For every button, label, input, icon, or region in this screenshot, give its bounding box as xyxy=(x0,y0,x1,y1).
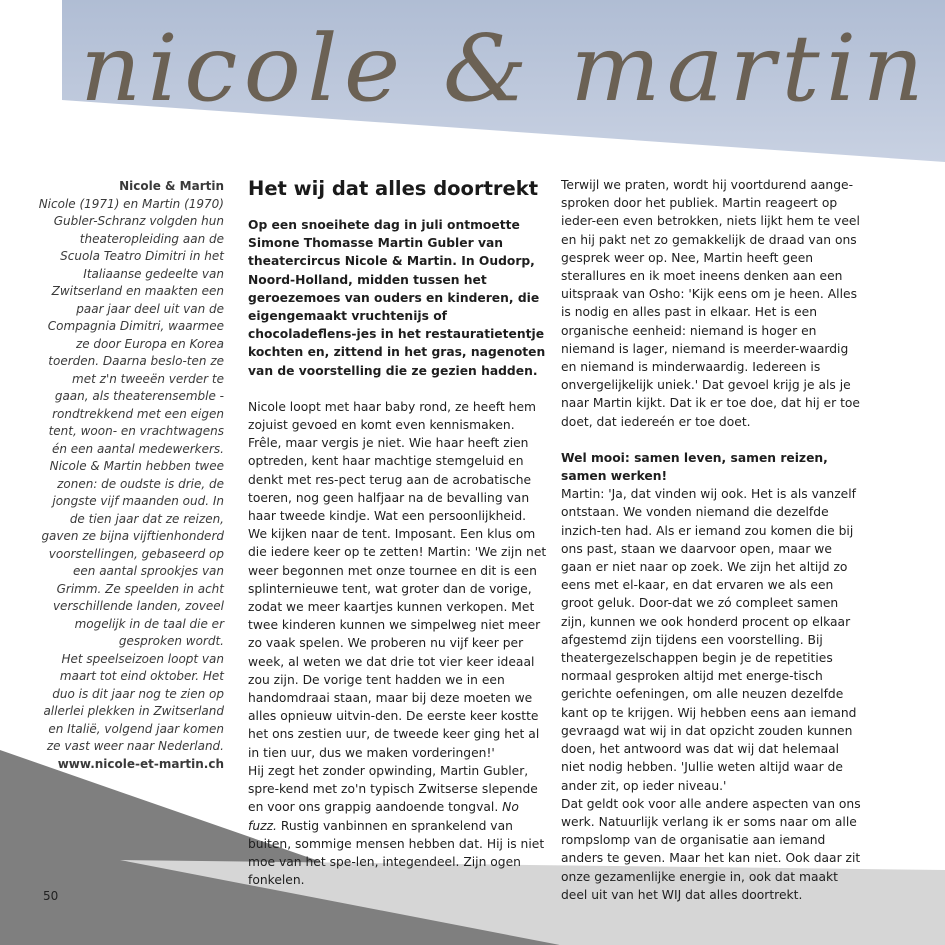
header-title-text: nicole & martin xyxy=(80,15,931,122)
sidebar-bio-text: Nicole (1971) en Martin (1970) Gubler-Schranz volgden hun theateropleiding aan de Scuola Teatro Dimitri in het Italiaanse gedeelte van Zwitserland en maakten een paar jaar deel uit van de Compagnia Dimitri, waarmee ze door Europa en Korea toerden. Daarna beslo-ten ze met z'n tweeën verder te gaan, als theaterensemble - rondtrekkend met een eigen tent, woon- en vrachtwagens én een aantal medewerkers. Nicole & Martin hebben twee zonen: de oudste is drie, de jongste vijf maanden oud. In de tien jaar dat ze reizen, gaven ze bijna vijftienhonderd voorstellingen, gebaseerd op een aantal sprookjes van Grimm. Ze speelden in acht verschillende landen, zoveel mogelijk in de taal die er gesproken wordt. xyxy=(38,196,224,648)
article-text: Rustig vanbinnen en sprankelend van buiten, sommige mensen hebben dat. Hij is niet moe van het spe-len, integendeel. Zijn ogen fonkelen. xyxy=(248,818,545,888)
article-title: Het wij dat alles doortrekt xyxy=(248,177,539,200)
header-script-title xyxy=(80,8,940,138)
article-column-left xyxy=(248,176,548,889)
article-lead: Op een snoeihete dag in juli ontmoette Simone Thomasse Martin Gubler van theatercircus Nicole & Martin. In Oudorp, Noord-Holland, midden tussen het geroezemoes van ouders en kinderen, die eigengemaakt vruchtenijs of chocoladeflens-jes in het restauratietentje kochten en, zittend in het gras, nagenoten van de voorstelling die ze gezien hadden. xyxy=(248,218,546,378)
article-column-right xyxy=(561,176,861,904)
article-paragraph: Dat geldt ook voor alle andere aspecten van ons werk. Natuurlijk verlang ik er soms naar om alle rompslomp van de organisatie aan iemand anders te geven. Maar het kan niet. Ook daar zit onze gezamenlijke energie in, ook dat maakt deel uit van het WIJ dat alles doortrekt. xyxy=(561,796,861,902)
article-subhead: Wel mooi: samen leven, samen reizen, samen werken! xyxy=(561,450,828,484)
article-paragraph: Martin: 'Ja, dat vinden wij ook. Het is als vanzelf ontstaan. We vonden niemand die dezelfde inzich-ten had. Als er iemand zou komen die bij ons past, staan we daarvoor open, maar we gaan er niet naar op zoek. We zijn het altijd zo eens met el-kaar, en dat ervaren we als een groot geluk. Door-dat we zó compleet samen zijn, kunnen we ook honderd procent op elkaar afgestemd zijn tijdens een voorstelling. Bij theatergezelschappen begin je de repetities normaal gesproken altijd met energe-tisch gerichte oefeningen, om alle neuzen dezelfde kant op te krijgen. Wij hebben eens aan iemand gevraagd wat wij in dat opzicht zouden kunnen doen, het antwoord was dat wij dat helemaal niet nodig hebben. 'Jullie weten altijd waar de ander zit, op ieder niveau.' xyxy=(561,487,857,793)
article-emphasis: No fuzz. xyxy=(248,800,519,833)
sidebar-name: Nicole & Martin xyxy=(119,179,224,193)
article-paragraph: Nicole loopt met haar baby rond, ze heeft hem zojuist gevoed en komt even kennismaken. Frêle, maar vergis je niet. Wie haar heeft zien optreden, kent haar machtige stemgeluid en denkt met res-pect terug aan de acrobatische toeren, nog geen halfjaar na de bevalling van haar tweede kindje. Wat een persoonlijkheid. xyxy=(248,399,536,524)
sidebar-bio xyxy=(38,178,224,773)
article-paragraph xyxy=(248,762,548,889)
sidebar-website-link[interactable]: www.nicole-et-martin.ch xyxy=(57,756,224,771)
page-number: 50 xyxy=(43,889,59,903)
article-paragraph: We kijken naar de tent. Imposant. Een klus om die iedere keer op te zetten! Martin: 'We zijn net weer begonnen met onze tournee en dit is een splinternieuwe tent, wat groter dan de vorige, zodat we meer kaartjes kunnen verkopen. Met twee kinderen kunnen we simpelweg niet meer zo vaak spelen. We proberen nu vijf keer per week, al weten we dat drie tot vier keer ideaal zou zijn. De vorige tent hadden we in een handomdraai staan, maar bij deze moeten we alles opnieuw uitvin-den. De eerste keer kostte het ons zestien uur, de tweede keer ging het al in tien uur, dus we maken vorderingen!' xyxy=(248,527,547,760)
article-paragraph: Terwijl we praten, wordt hij voortdurend aange-sproken door het publiek. Martin reageert op ieder-een even betrokken, niets lijkt hem te veel en hij pakt net zo gemakkelijk de draad van ons gesprek weer op. Nee, Martin heeft geen sterallures en ik moet ineens denken aan een uitspraak van Osho: 'Kijk eens om je heen. Alles is nodig en alles past in elkaar. Het is een organische eenheid: niemand is hoger en niemand is lager, niemand is meerder-waardig en niemand is minderwaardig. Iedereen is onvergelijkelijk uniek.' Dat gevoel krijg je als je naar Martin kijkt. Dat ik er toe doe, dat hij er toe doet, dat iedereén er toe doet. xyxy=(561,178,860,429)
article-text: Hij zegt het zonder opwinding, Martin Gubler, spre-kend met zo'n typisch Zwitserse slepende en voor ons grappig aandoende tongval. xyxy=(248,763,538,815)
sidebar-season-text: Het speelseizoen loopt van maart tot eind oktober. Het duo is dit jaar nog te zien op allerlei plekken in Zwitserland en Italië, volgend jaar komen ze vast weer naar Nederland. xyxy=(43,651,224,753)
